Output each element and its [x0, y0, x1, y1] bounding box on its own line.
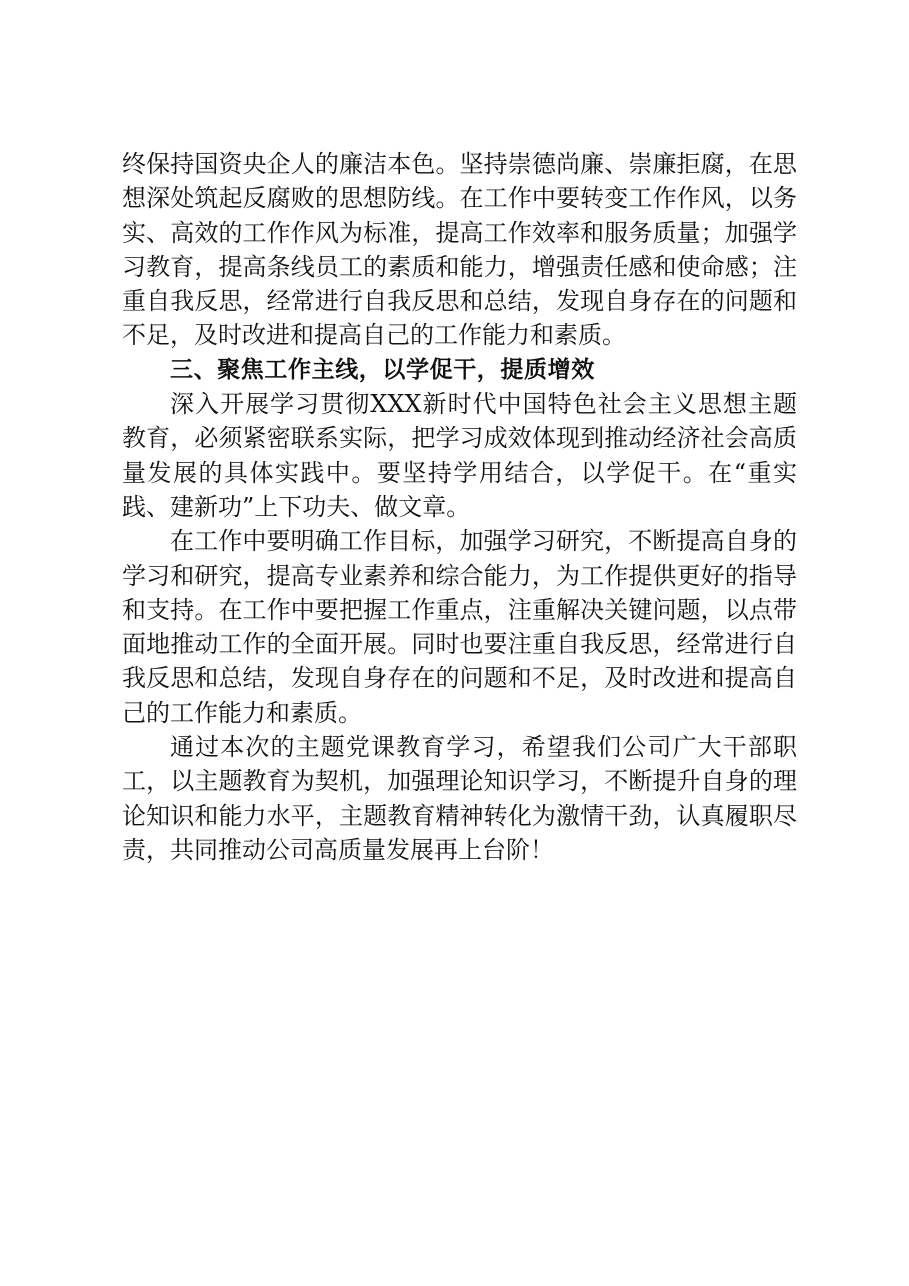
- paragraph-body: 在工作中要明确工作目标，加强学习研究，不断提高自身的学习和研究，提高专业素养和综合能力，为工作提供更好的指导和支持。在工作中要把握工作重点，注重解决关键问题，以点带面地推动工作的全面开展。同时也要注重自我反思，经常进行自我反思和总结，发现自身存在的问题和不足，及时改进和提高自己的工作能力和素质。: [122, 527, 797, 727]
- paragraph-body: 深入开展学习贯彻XXX新时代中国特色社会主义思想主题教育，必须紧密联系实际，把学习成效体现到推动经济社会高质量发展的具体实践中。要坚持学用结合，以学促干。在“重实践、建新功”上下功夫、做文章。: [122, 390, 797, 521]
- section-heading: 三、聚焦工作主线，以学促干，提质增效: [170, 356, 595, 383]
- paragraph-continuation: 终保持国资央企人的廉洁本色。坚持崇德尚廉、崇廉拒腐，在思想深处筑起反腐败的思想防线。在工作中要转变工作作风，以务实、高效的工作作风为标准，提高工作效率和服务质量；加强学习教育，提高条线员工的素质和能力，增强责任感和使命感；注重自我反思，经常进行自我反思和总结，发现自身存在的问题和不足，及时改进和提高自己的工作能力和素质。: [122, 150, 797, 350]
- document-body: [122, 147, 797, 867]
- paragraph-closing: 通过本次的主题党课教育学习，希望我们公司广大干部职工，以主题教育为契机，加强理论知识学习，不断提升自身的理论知识和能力水平，主题教育精神转化为激情干劲，认真履职尽责，共同推动公司高质量发展再上台阶！: [122, 733, 797, 864]
